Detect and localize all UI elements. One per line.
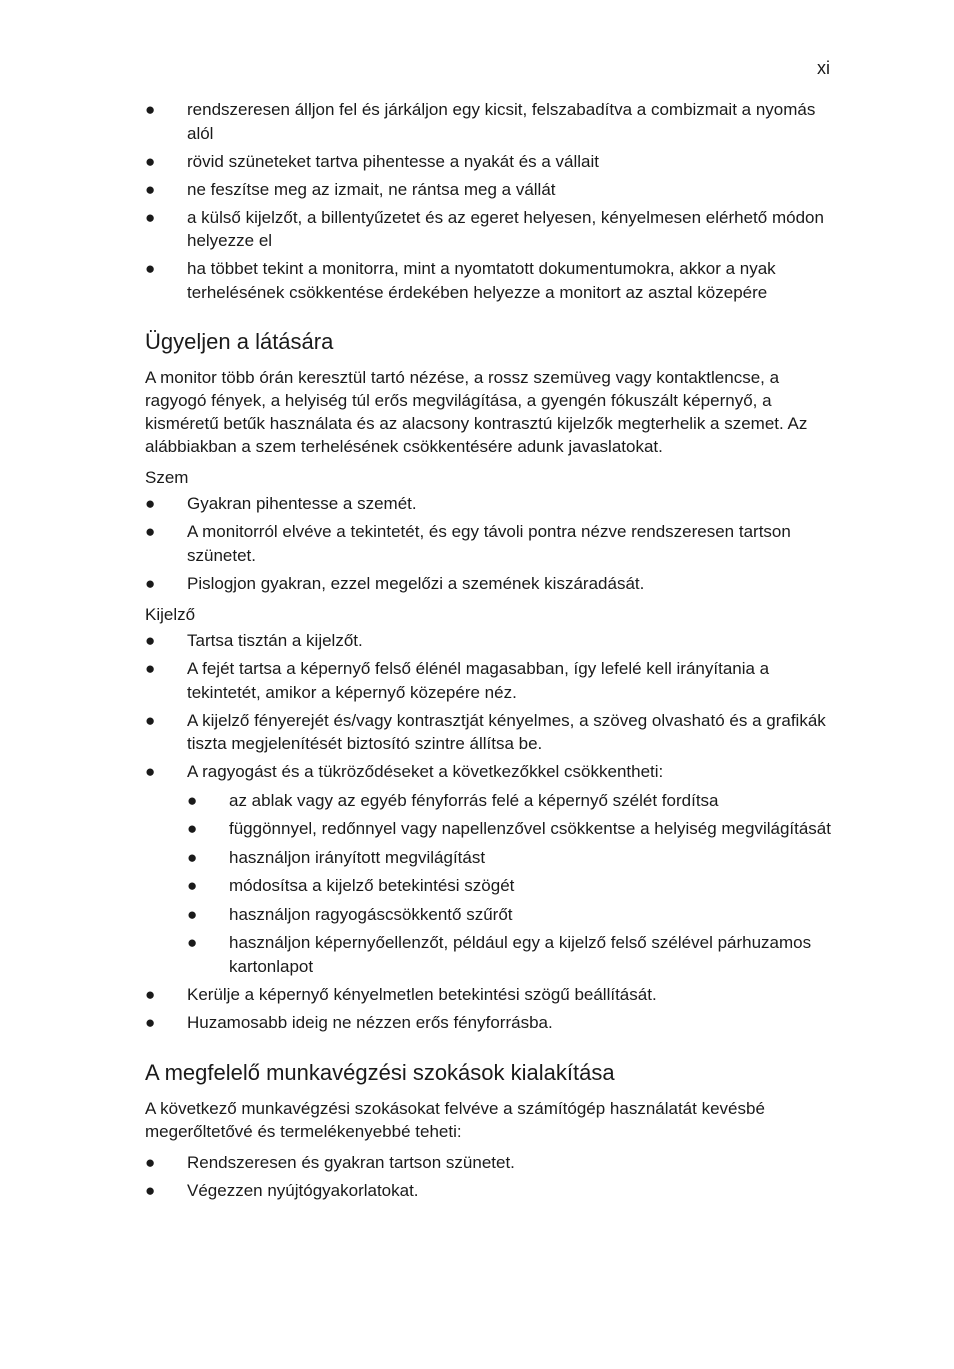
- list-item: [145, 206, 835, 253]
- bullet-icon: ●: [187, 876, 198, 895]
- list-item: [145, 1151, 835, 1175]
- list-item-text: A fejét tartsa a képernyő felső élénél magasabban, így lefelé kell irányítania a tekintetét, amikor a képernyő közepére néz.: [187, 659, 770, 702]
- list-item-text: Tartsa tisztán a kijelzőt.: [187, 631, 363, 650]
- bullet-icon: ●: [145, 710, 156, 730]
- list-item: [145, 1011, 835, 1035]
- list-item: [145, 98, 835, 145]
- section-intro-habits: A következő munkavégzési szokásokat felvéve a számítógép használatát kevésbé megerőltetővé és termelékenyebbé teheti:: [145, 1098, 765, 1141]
- list-item: [145, 178, 835, 202]
- list-item-text: A monitorról elvéve a tekintetét, és egy távoli pontra nézve rendszeresen tartson szünetet.: [187, 522, 791, 565]
- display-label: Kijelző: [145, 605, 196, 624]
- sublist-item-text: használjon képernyőellenzőt, például egy a kijelző felső szélével párhuzamos kartonlapot: [229, 933, 812, 976]
- bullet-icon: ●: [145, 1013, 156, 1032]
- page-number: xi: [817, 58, 830, 78]
- list-item-text: Pislogjon gyakran, ezzel megelőzi a szemének kiszáradását.: [187, 573, 645, 593]
- bullet-icon: ●: [145, 207, 156, 227]
- list-item: [145, 709, 835, 756]
- eyes-list: [145, 492, 835, 595]
- list-item: [145, 657, 835, 704]
- list-item: [145, 572, 835, 596]
- list-item: [145, 150, 835, 174]
- bullet-icon: ●: [145, 659, 156, 678]
- bullet-icon: ●: [145, 1152, 156, 1172]
- list-item-text: a külső kijelzőt, a billentyűzetet és az egeret helyesen, kényelmesen elérhető módon helyezze el: [187, 207, 824, 250]
- list-item: [145, 257, 835, 304]
- sublist-item: [187, 789, 835, 813]
- bullet-icon: ●: [145, 985, 156, 1004]
- document-body: [145, 98, 835, 1207]
- list-item-text: Gyakran pihentesse a szemét.: [187, 494, 417, 513]
- sublist-item: [187, 903, 835, 927]
- sublist-item: [187, 874, 835, 898]
- list-item-text: ha többet tekint a monitorra, mint a nyomtatott dokumentumokra, akkor a nyak terhelésének csökkentése érdekében helyezze a monitort az asztal közepére: [187, 259, 776, 302]
- list-item-text: Kerülje a képernyő kényelmetlen betekintési szögű beállítását.: [187, 985, 657, 1004]
- list-item-text: Huzamosabb ideig ne nézzen erős fényforrásba.: [187, 1013, 553, 1032]
- bullet-icon: ●: [187, 819, 198, 838]
- list-item-text: rendszeresen álljon fel és járkáljon egy kicsit, felszabadítva a combizmait a nyomás alól: [187, 100, 816, 143]
- eyes-label: Szem: [145, 468, 189, 487]
- bullet-icon: ●: [145, 573, 156, 593]
- list-item: [145, 760, 835, 978]
- sublist-item: [187, 817, 835, 841]
- bullet-icon: ●: [187, 790, 198, 810]
- list-item: [145, 983, 835, 1007]
- list-item-text: Végezzen nyújtógyakorlatokat.: [187, 1180, 419, 1200]
- list-item: [145, 1179, 835, 1203]
- sublist-item-text: használjon ragyogáscsökkentő szűrőt: [229, 904, 513, 924]
- sublist-item-text: az ablak vagy az egyéb fényforrás felé a képernyő szélét fordítsa: [229, 790, 719, 810]
- bullet-icon: ●: [145, 179, 156, 199]
- list-item: [145, 520, 835, 567]
- bullet-icon: ●: [145, 100, 156, 119]
- posture-tips-list: [145, 98, 835, 304]
- sublist-item-text: függönnyel, redőnnyel vagy napellenzővel csökkentse a helyiség megvilágítását: [229, 819, 831, 838]
- section-heading-vision: Ügyeljen a látására: [145, 329, 334, 354]
- bullet-icon: ●: [187, 933, 198, 952]
- list-item: [145, 492, 835, 516]
- bullet-icon: ●: [145, 1180, 156, 1200]
- sublist-item-text: módosítsa a kijelző betekintési szögét: [229, 876, 515, 895]
- sublist-item: [187, 846, 835, 870]
- bullet-icon: ●: [145, 259, 156, 278]
- bullet-icon: ●: [145, 151, 156, 171]
- list-item-text: A kijelző fényerejét és/vagy kontrasztját kényelmes, a szöveg olvasható és a grafikák tiszta megjelenítését biztosító szintre állítsa be.: [187, 710, 826, 753]
- list-item: [145, 629, 835, 653]
- section-intro-vision: A monitor több órán keresztül tartó nézése, a rossz szemüveg vagy kontaktlencse, a ragyogó fények, a helyiség túl erős megvilágítása, a gyengén fókuszált képernyő, a kisméretű betűk használata és az alacsony kontrasztú kijelzők megterhelik a szemet. Az alábbiakban a szem terhelésének csökkentésére adunk javaslatokat.: [145, 368, 808, 456]
- section-heading-habits: A megfelelő munkavégzési szokások kialakítása: [145, 1059, 615, 1085]
- glare-sublist: [187, 789, 835, 979]
- bullet-icon: ●: [145, 522, 156, 541]
- display-list: [145, 629, 835, 1035]
- sublist-item: [187, 931, 835, 978]
- bullet-icon: ●: [145, 494, 156, 513]
- list-item-text: ne feszítse meg az izmait, ne rántsa meg a vállát: [187, 179, 556, 199]
- list-item-text: A ragyogást és a tükröződéseket a következőkkel csökkentheti:: [187, 762, 664, 781]
- bullet-icon: ●: [187, 847, 198, 867]
- bullet-icon: ●: [145, 631, 156, 650]
- bullet-icon: ●: [145, 762, 156, 781]
- list-item-text: rövid szüneteket tartva pihentesse a nyakát és a vállait: [187, 151, 600, 171]
- sublist-item-text: használjon irányított megvilágítást: [229, 847, 486, 867]
- list-item-text: Rendszeresen és gyakran tartson szünetet.: [187, 1152, 515, 1172]
- bullet-icon: ●: [187, 904, 198, 924]
- habits-list: [145, 1151, 835, 1203]
